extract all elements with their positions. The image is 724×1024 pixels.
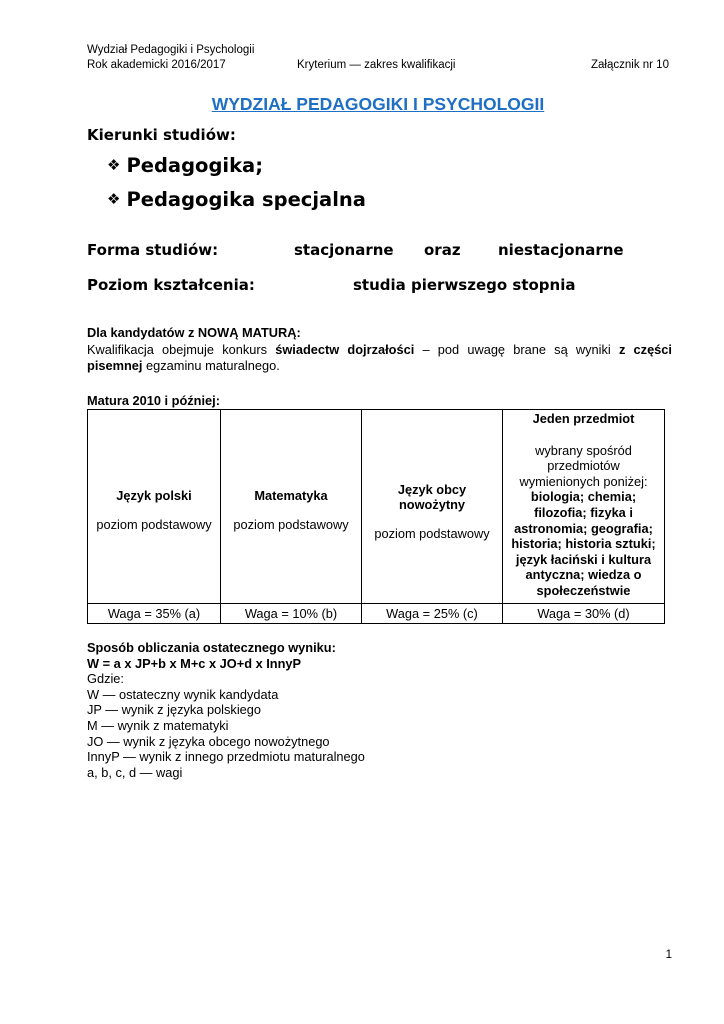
calc-where: Gdzie: xyxy=(87,671,124,687)
weight-cell: Waga = 25% (c) xyxy=(362,604,503,624)
diamond-bullet-icon: ❖ xyxy=(107,190,121,208)
paragraph-text: Kwalifikacja obejmuje konkurs xyxy=(87,342,276,357)
new-matura-paragraph-line2 xyxy=(87,358,280,374)
paragraph-bold: z części xyxy=(618,342,672,357)
table-cell-math xyxy=(221,410,362,604)
program-item xyxy=(107,188,366,211)
weight-cell: Waga = 30% (d) xyxy=(503,604,665,624)
paragraph-bold: świadectw dojrzałości xyxy=(275,342,415,357)
header-criterion: Kryterium — zakres kwalifikacji xyxy=(297,59,456,71)
cell-title: Język polski xyxy=(116,487,192,503)
subject-list-line: społeczeństwie xyxy=(536,582,631,598)
table-label: Matura 2010 i później: xyxy=(87,393,220,408)
weight-cell: Waga = 35% (a) xyxy=(88,604,221,624)
program-label: Pedagogika specjalna xyxy=(126,188,366,211)
level-label: Poziom kształcenia: xyxy=(87,276,255,294)
calc-legend-line: JP — wynik z języka polskiego xyxy=(87,702,262,718)
page-number: 1 xyxy=(665,949,672,961)
table-cell-polish xyxy=(88,410,221,604)
calculation-section xyxy=(87,640,365,780)
subject-list-line: astronomia; geografia; xyxy=(514,520,653,536)
subject-list-line: filozofia; fizyka i xyxy=(534,504,633,520)
level-value: studia pierwszego stopnia xyxy=(353,276,576,294)
cell-intro: wymienionych poniżej: xyxy=(519,473,648,489)
cell-intro: przedmiotów xyxy=(547,458,620,474)
cell-title: Język obcy xyxy=(397,482,467,497)
header-academic-year: Rok akademicki 2016/2017 xyxy=(87,59,226,71)
table-row xyxy=(88,410,665,604)
form-value-part-time: niestacjonarne xyxy=(498,241,624,259)
calc-legend-line: InnyP — wynik z innego przedmiotu maturalnego xyxy=(87,749,365,765)
cell-level: poziom podstawowy xyxy=(374,526,490,541)
form-label: Forma studiów: xyxy=(87,241,219,259)
paragraph-bold: pisemnej xyxy=(87,358,143,373)
cell-intro: wybrany spośród xyxy=(535,442,632,458)
weight-cell: Waga = 10% (b) xyxy=(221,604,362,624)
new-matura-paragraph-line1 xyxy=(87,342,672,358)
form-conjunction: oraz xyxy=(424,241,461,259)
calc-formula: W = a x JP+b x M+c x JO+d x InnyP xyxy=(87,655,302,671)
subject-list-line: biologia; chemia; xyxy=(530,489,637,505)
program-label: Pedagogika; xyxy=(126,154,264,177)
header-annex: Załącznik nr 10 xyxy=(591,59,669,71)
weights-table xyxy=(87,409,665,624)
cell-level: poziom podstawowy xyxy=(96,516,212,532)
new-matura-heading: Dla kandydatów z NOWĄ MATURĄ: xyxy=(87,325,301,340)
subject-list-line: antyczna; wiedza o xyxy=(525,567,642,583)
calc-legend-line: M — wynik z matematyki xyxy=(87,717,229,733)
cell-title: Matematyka xyxy=(254,487,328,503)
paragraph-text: egzaminu maturalnego. xyxy=(142,358,280,373)
calc-legend-line: W — ostateczny wynik kandydata xyxy=(87,686,279,702)
cell-level: poziom podstawowy xyxy=(233,516,349,532)
calc-heading: Sposób obliczania ostatecznego wyniku: xyxy=(87,640,336,655)
header-faculty: Wydział Pedagogiki i Psychologii xyxy=(87,44,255,56)
program-item xyxy=(107,154,263,177)
form-value-stationary: stacjonarne xyxy=(294,241,394,259)
directions-label: Kierunki studiów: xyxy=(87,126,236,144)
calc-legend-line: JO — wynik z języka obcego nowożytnego xyxy=(87,733,330,749)
calc-legend-line: a, b, c, d — wagi xyxy=(87,764,183,780)
paragraph-text: – pod uwagę brane są wyniki xyxy=(414,342,619,357)
subject-list-line: historia; historia sztuki; xyxy=(511,536,656,552)
diamond-bullet-icon: ❖ xyxy=(107,156,121,174)
cell-title: Jeden przedmiot xyxy=(532,411,635,426)
table-cell-elective xyxy=(503,410,665,604)
subject-list-line: język łaciński i kultura xyxy=(515,551,652,567)
table-cell-foreign-language xyxy=(362,410,503,604)
table-row xyxy=(88,604,665,624)
page-title: WYDZIAŁ PEDAGOGIKI I PSYCHOLOGII xyxy=(211,94,545,114)
cell-title: nowożytny xyxy=(398,497,466,512)
